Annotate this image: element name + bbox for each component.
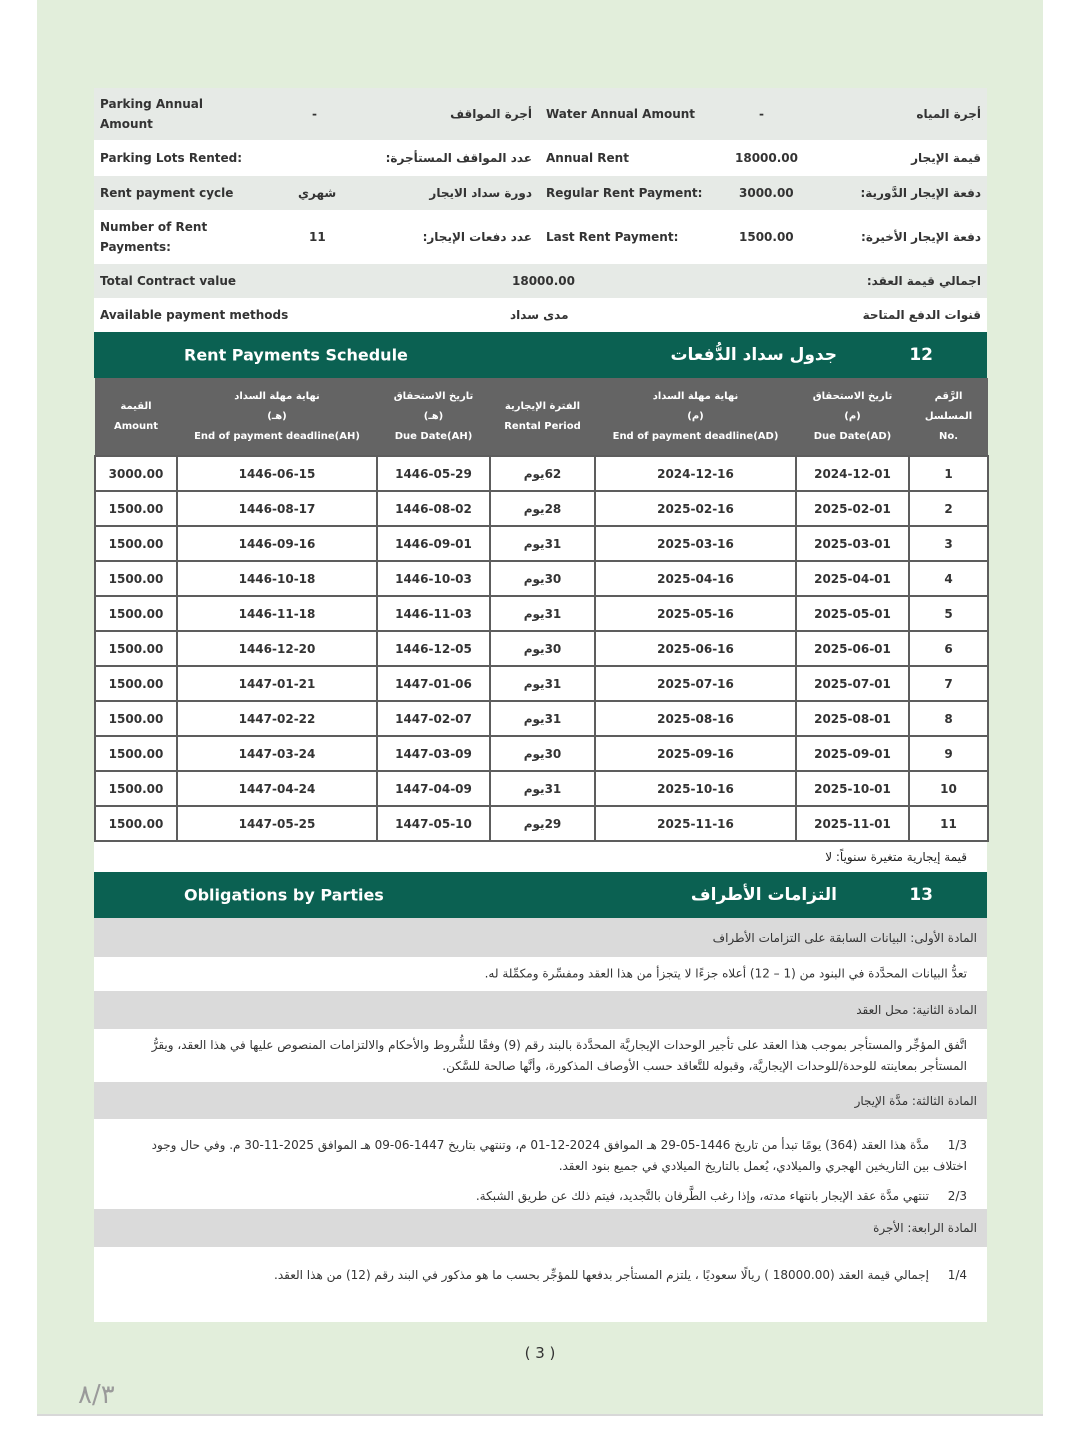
table-row <box>95 631 988 666</box>
cell-end-ad: 2025-05-16 <box>595 596 796 631</box>
label-num-payments-ar: عدد دفعات الإيجار: <box>422 230 532 244</box>
cell-no: 11 <box>909 806 988 841</box>
cell-end-ad: 2025-11-16 <box>595 806 796 841</box>
cell-no: 7 <box>909 666 988 701</box>
article-3-title: المادة الثالثة: مدَّة الإيجار <box>94 1082 987 1119</box>
col-header-no: الرَّقم المسلسل No. <box>909 378 988 456</box>
label-annual-rent-ar: قيمة الإيجار <box>911 151 981 165</box>
clause-4-1: 1/4إجمالي قيمة العقد (18000.00 ) ريالًا سعوديًا ، يلتزم المستأجر بدفعها للمؤجِّر بحسب ما هو مذكور في البند رقم (12) من هذا العقد. <box>274 1268 967 1282</box>
cell-due-ad: 2025-03-01 <box>796 526 909 561</box>
cell-no: 8 <box>909 701 988 736</box>
cell-amount: 1500.00 <box>95 666 177 701</box>
clause-3-2: 2/3تنتهي مدَّة عقد الإيجار بانتهاء مدته، وإذا رغب الطَّرفان بالتَّجديد، فيتم ذلك عن طريق الشبكة. <box>475 1189 967 1203</box>
value-parking-annual: - <box>312 107 317 121</box>
value-water-annual: - <box>759 107 764 121</box>
cell-end-ah: 1447-01-21 <box>177 666 377 701</box>
label-methods-ar: قنوات الدفع المتاحة <box>862 308 981 322</box>
cell-period: 62يوم <box>490 456 595 491</box>
cell-due-ah: 1446-10-03 <box>377 561 490 596</box>
col-header-end-ah: نهاية مهلة السداد (هـ) End of payment deadline(AH) <box>177 378 377 456</box>
article-2-text: اتَّفق المؤجِّر والمستأجر بموجب هذا العقد على تأجير الوحدات الإيجاريَّة المحدَّدة بالبند رقم (9) وفقًا للشُّروط والأحكام والالتزامات المنصوص عليها في هذا العقد، ويقرُّ المستأجر بمعاينته للوحدة/للوحدات الإيجاريَّة، وقبوله للتَّعاقد حسب الأوصاف المذكورة، وأنَّها صالحة للسَّكن. <box>94 1029 987 1082</box>
cell-end-ah: 1447-05-25 <box>177 806 377 841</box>
article-4-title: المادة الرابعة: الأجرة <box>94 1209 987 1247</box>
article-3-clauses <box>94 1119 987 1209</box>
table-row <box>95 596 988 631</box>
payments-schedule-table <box>94 378 989 842</box>
cell-amount: 1500.00 <box>95 631 177 666</box>
col-header-period: الفترة الإيجارية Rental Period <box>490 378 595 456</box>
section-13-title-ar: التزامات الأطراف <box>690 885 837 905</box>
cell-end-ad: 2025-06-16 <box>595 631 796 666</box>
cell-end-ah: 1446-11-18 <box>177 596 377 631</box>
cell-no: 9 <box>909 736 988 771</box>
cell-period: 31يوم <box>490 771 595 806</box>
cell-due-ah: 1446-12-05 <box>377 631 490 666</box>
table-row <box>95 701 988 736</box>
cell-due-ad: 2025-09-01 <box>796 736 909 771</box>
cell-amount: 1500.00 <box>95 771 177 806</box>
cell-due-ah: 1446-08-02 <box>377 491 490 526</box>
cell-due-ah: 1446-09-01 <box>377 526 490 561</box>
label-num-payments-en: Number of Rent Payments: <box>100 220 208 254</box>
cell-end-ah: 1447-04-24 <box>177 771 377 806</box>
cell-end-ad: 2025-03-16 <box>595 526 796 561</box>
cell-amount: 1500.00 <box>95 526 177 561</box>
cell-due-ad: 2025-06-01 <box>796 631 909 666</box>
cell-period: 31يوم <box>490 701 595 736</box>
cell-end-ah: 1447-03-24 <box>177 736 377 771</box>
label-total-ar: اجمالي قيمة العقد: <box>866 274 981 288</box>
cell-period: 30يوم <box>490 561 595 596</box>
cell-period: 30يوم <box>490 736 595 771</box>
value-regular: 3000.00 <box>739 186 794 200</box>
article-1-title: المادة الأولى: البيانات السابقة على التزامات الأطراف <box>94 918 987 957</box>
table-row <box>95 561 988 596</box>
cell-no: 4 <box>909 561 988 596</box>
variable-rent-note-text: قيمة إيجارية متغيرة سنوياً: لا <box>825 850 967 864</box>
cell-due-ad: 2025-10-01 <box>796 771 909 806</box>
value-total: 18000.00 <box>512 274 576 288</box>
cell-due-ad: 2025-02-01 <box>796 491 909 526</box>
cell-period: 31يوم <box>490 526 595 561</box>
row-total <box>94 264 987 298</box>
cell-end-ah: 1446-09-16 <box>177 526 377 561</box>
value-last: 1500.00 <box>739 230 794 244</box>
section-13-title-en: Obligations by Parties <box>184 885 384 905</box>
cell-no: 6 <box>909 631 988 666</box>
cell-no: 10 <box>909 771 988 806</box>
cell-no: 5 <box>909 596 988 631</box>
section-12-title-ar: جدول سداد الدُّفعات <box>670 345 837 365</box>
cell-end-ad: 2025-10-16 <box>595 771 796 806</box>
cell-end-ad: 2024-12-16 <box>595 456 796 491</box>
cell-due-ad: 2025-07-01 <box>796 666 909 701</box>
col-header-end-ad: نهاية مهلة السداد (م) End of payment deadline(AD) <box>595 378 796 456</box>
row-parking-water <box>94 88 987 140</box>
cell-no: 3 <box>909 526 988 561</box>
table-header-row <box>95 378 988 456</box>
article-1-text: تعدُّ البيانات المحدَّدة في البنود من (1 – 12) أعلاه جزءًا لا يتجزأ من هذا العقد ومفسِّرة ومكمِّلة له. <box>94 957 987 991</box>
table-row <box>95 736 988 771</box>
cell-due-ah: 1447-03-09 <box>377 736 490 771</box>
cell-due-ad: 2025-05-01 <box>796 596 909 631</box>
label-parking-annual-ar: أجرة المواقف <box>450 107 532 121</box>
label-cycle-en: Rent payment cycle <box>100 186 234 200</box>
value-num-payments: 11 <box>309 230 326 244</box>
cell-due-ah: 1447-01-06 <box>377 666 490 701</box>
cell-end-ah: 1446-10-18 <box>177 561 377 596</box>
label-parking-lots-en: Parking Lots Rented: <box>100 151 243 165</box>
cell-due-ah: 1446-11-03 <box>377 596 490 631</box>
page-fraction-marker: ٨/٣ <box>78 1380 115 1410</box>
row-cycle-regular <box>94 176 987 210</box>
section-13-header <box>94 872 987 918</box>
cell-end-ad: 2025-04-16 <box>595 561 796 596</box>
article-4-clauses <box>94 1247 987 1322</box>
table-row <box>95 806 988 841</box>
cell-end-ad: 2025-08-16 <box>595 701 796 736</box>
label-last-ar: دفعة الإيجار الأخيرة: <box>861 230 981 244</box>
clause-3-1: 1/3مدَّة هذا العقد (364) يومًا تبدأ من تاريخ 1446-05-29 هـ الموافق 2024-12-01 م، وتنتهي بتاريخ 1447-06-09 هـ الموافق 2025-11-30 م. وفي حال وجود اختلاف بين التاريخين الهجري والميلادي، يُعمل بالتاريخ الميلادي في جميع بنود العقد. <box>151 1138 967 1173</box>
cell-end-ad: 2025-07-16 <box>595 666 796 701</box>
label-water-annual-ar: أجرة المياه <box>916 107 981 121</box>
cell-due-ad: 2025-08-01 <box>796 701 909 736</box>
label-total-en: Total Contract value <box>100 274 237 288</box>
page-bottom-edge <box>37 1414 1043 1416</box>
table-row <box>95 771 988 806</box>
cell-end-ad: 2025-09-16 <box>595 736 796 771</box>
table-row <box>95 666 988 701</box>
contract-page <box>94 88 987 1322</box>
section-12-header <box>94 332 987 378</box>
cell-amount: 1500.00 <box>95 561 177 596</box>
cell-end-ad: 2025-02-16 <box>595 491 796 526</box>
label-regular-ar: دفعة الإيجار الدَّورية: <box>860 186 981 200</box>
cell-due-ah: 1447-04-09 <box>377 771 490 806</box>
cell-amount: 1500.00 <box>95 701 177 736</box>
cell-period: 31يوم <box>490 596 595 631</box>
cell-due-ah: 1446-05-29 <box>377 456 490 491</box>
cell-amount: 3000.00 <box>95 456 177 491</box>
cell-end-ah: 1446-06-15 <box>177 456 377 491</box>
cell-amount: 1500.00 <box>95 806 177 841</box>
label-regular-en: Regular Rent Payment: <box>546 186 703 200</box>
row-num-last <box>94 210 987 264</box>
value-methods: مدى سداد <box>510 308 569 322</box>
cell-due-ad: 2025-11-01 <box>796 806 909 841</box>
section-12-title-en: Rent Payments Schedule <box>184 345 408 365</box>
label-cycle-ar: دورة سداد الايجار <box>429 186 532 200</box>
cell-period: 28يوم <box>490 491 595 526</box>
section-12-number: 12 <box>909 345 933 365</box>
label-last-en: Last Rent Payment: <box>546 230 679 244</box>
cell-period: 30يوم <box>490 631 595 666</box>
cell-no: 1 <box>909 456 988 491</box>
label-parking-annual-en: Parking Annual Amount <box>100 97 204 131</box>
cell-due-ad: 2024-12-01 <box>796 456 909 491</box>
cell-due-ah: 1447-05-10 <box>377 806 490 841</box>
value-annual-rent: 18000.00 <box>735 151 799 165</box>
row-parking-lots-annual-rent <box>94 140 987 176</box>
label-parking-lots-ar: عدد المواقف المستأجرة: <box>385 151 532 165</box>
cell-amount: 1500.00 <box>95 736 177 771</box>
page-number: ( 3 ) <box>524 1344 556 1362</box>
variable-rent-note <box>94 842 987 872</box>
table-row <box>95 456 988 491</box>
cell-period: 29يوم <box>490 806 595 841</box>
label-water-annual-en: Water Annual Amount <box>546 107 696 121</box>
cell-due-ah: 1447-02-07 <box>377 701 490 736</box>
cell-due-ad: 2025-04-01 <box>796 561 909 596</box>
cell-end-ah: 1447-02-22 <box>177 701 377 736</box>
section-13-number: 13 <box>909 885 933 905</box>
cell-no: 2 <box>909 491 988 526</box>
col-header-due-ah: تاريخ الاستحقاق (هـ) Due Date(AH) <box>377 378 490 456</box>
value-cycle: شهري <box>298 186 337 200</box>
article-2-title: المادة الثانية: محل العقد <box>94 991 987 1029</box>
row-methods <box>94 298 987 332</box>
col-header-amount: القيمة Amount <box>95 378 177 456</box>
table-row <box>95 491 988 526</box>
cell-end-ah: 1446-08-17 <box>177 491 377 526</box>
cell-amount: 1500.00 <box>95 491 177 526</box>
cell-period: 31يوم <box>490 666 595 701</box>
table-row <box>95 526 988 561</box>
col-header-due-ad: تاريخ الاستحقاق (م) Due Date(AD) <box>796 378 909 456</box>
cell-amount: 1500.00 <box>95 596 177 631</box>
label-methods-en: Available payment methods <box>100 308 289 322</box>
cell-end-ah: 1446-12-20 <box>177 631 377 666</box>
label-annual-rent-en: Annual Rent <box>546 151 629 165</box>
